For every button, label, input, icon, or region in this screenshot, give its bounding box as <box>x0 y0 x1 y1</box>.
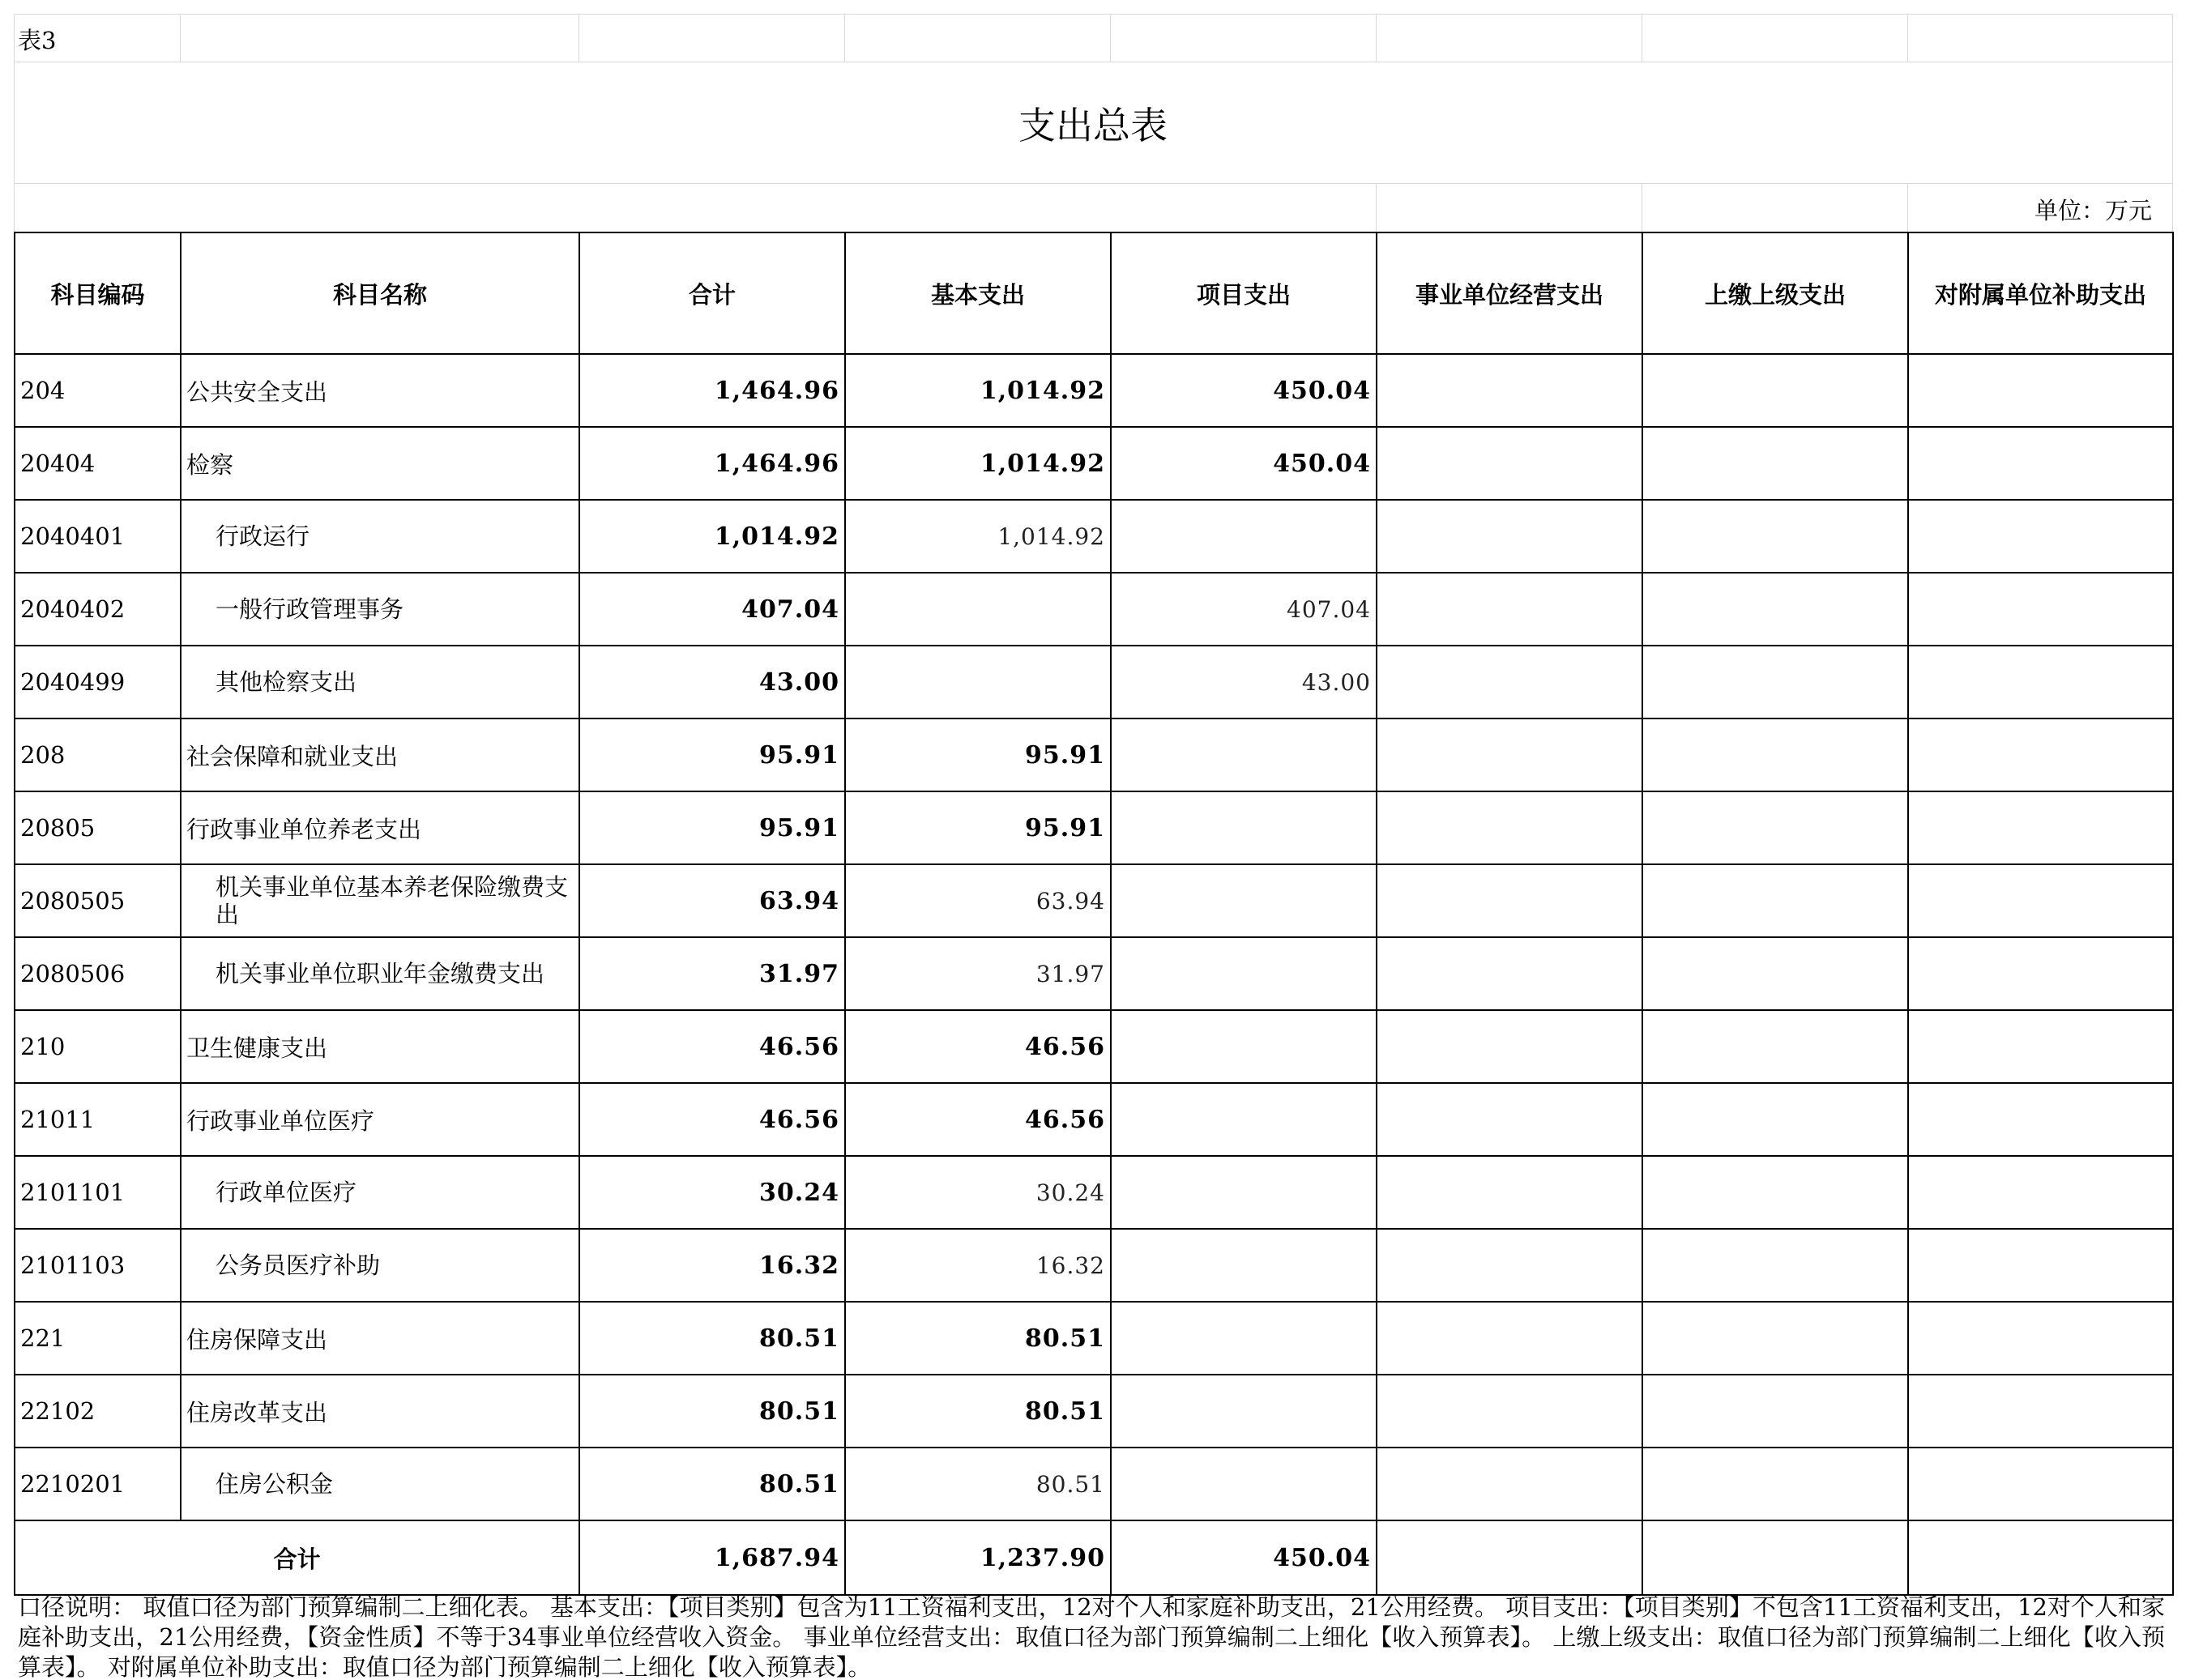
cell-basic: 16.32 <box>845 1229 1111 1302</box>
cell-remit <box>1642 937 1908 1010</box>
table-row <box>15 1229 2173 1302</box>
cell-total: 63.94 <box>579 864 845 937</box>
cell-remit <box>1642 573 1908 646</box>
header-name: 科目名称 <box>181 232 579 354</box>
cell-basic: 30.24 <box>845 1156 1111 1229</box>
cell-name: 住房改革支出 <box>181 1375 579 1448</box>
cell-project <box>1111 718 1377 791</box>
cell-project <box>1111 500 1377 573</box>
cell-code: 210 <box>15 1010 181 1083</box>
cell-business <box>1377 1302 1642 1375</box>
cell-basic: 80.51 <box>845 1448 1111 1520</box>
cell-project <box>1111 1375 1377 1448</box>
cell-remit <box>1642 1302 1908 1375</box>
gridline <box>1376 14 1377 62</box>
cell-remit <box>1642 718 1908 791</box>
cell-name: 行政运行 <box>181 500 579 573</box>
gridline <box>1110 14 1111 62</box>
cell-code: 22102 <box>15 1375 181 1448</box>
cell-name: 一般行政管理事务 <box>181 573 579 646</box>
cell-remit <box>1642 1010 1908 1083</box>
cell-code: 2040499 <box>15 646 181 718</box>
cell-project: 407.04 <box>1111 573 1377 646</box>
cell-total: 31.97 <box>579 937 845 1010</box>
cell-remit <box>1642 1229 1908 1302</box>
cell-project <box>1111 864 1377 937</box>
cell-subsidy <box>1908 1010 2173 1083</box>
cell-code: 2080506 <box>15 937 181 1010</box>
gridline <box>180 14 181 62</box>
table-row <box>15 1083 2173 1156</box>
cell-remit <box>1642 1448 1908 1520</box>
cell-code: 2080505 <box>15 864 181 937</box>
cell-total: 80.51 <box>579 1302 845 1375</box>
cell-code: 2040402 <box>15 573 181 646</box>
cell-business <box>1377 791 1642 864</box>
cell-name: 检察 <box>181 427 579 500</box>
cell-code: 2210201 <box>15 1448 181 1520</box>
gridline <box>2172 14 2173 232</box>
gridline <box>1907 183 1908 232</box>
cell-remit <box>1642 500 1908 573</box>
cell-name: 机关事业单位职业年金缴费支出 <box>181 937 579 1010</box>
cell-remit <box>1642 1375 1908 1448</box>
table-row <box>15 1448 2173 1520</box>
header-row <box>15 232 2173 354</box>
cell-name: 住房公积金 <box>181 1448 579 1520</box>
table-row <box>15 791 2173 864</box>
header-basic: 基本支出 <box>845 232 1111 354</box>
cell-basic: 1,014.92 <box>845 427 1111 500</box>
cell-total: 1,464.96 <box>579 354 845 427</box>
cell-basic: 95.91 <box>845 718 1111 791</box>
cell-remit <box>1642 1156 1908 1229</box>
cell-total: 407.04 <box>579 573 845 646</box>
cell-project <box>1111 1083 1377 1156</box>
header-total: 合计 <box>579 232 845 354</box>
table-row <box>15 500 2173 573</box>
cell-business <box>1377 864 1642 937</box>
cell-total: 95.91 <box>579 718 845 791</box>
cell-subsidy <box>1908 1375 2173 1448</box>
cell-name: 行政事业单位养老支出 <box>181 791 579 864</box>
total-project: 450.04 <box>1111 1520 1377 1595</box>
cell-subsidy <box>1908 791 2173 864</box>
cell-code: 221 <box>15 1302 181 1375</box>
cell-business <box>1377 937 1642 1010</box>
cell-basic: 95.91 <box>845 791 1111 864</box>
header-code: 科目编码 <box>15 232 181 354</box>
cell-name: 公共安全支出 <box>181 354 579 427</box>
cell-remit <box>1642 646 1908 718</box>
cell-total: 16.32 <box>579 1229 845 1302</box>
cell-basic: 31.97 <box>845 937 1111 1010</box>
cell-business <box>1377 1448 1642 1520</box>
cell-business <box>1377 573 1642 646</box>
header-subsidy: 对附属单位补助支出 <box>1908 232 2173 354</box>
cell-basic: 46.56 <box>845 1083 1111 1156</box>
cell-code: 2040401 <box>15 500 181 573</box>
notes-text: 口径说明： 取值口径为部门预算编制二上细化表。 基本支出：【项目类别】包含为11工资福利支出，12对个人和家庭补助支出，21公用经费。 项目支出：【项目类别】不包含11工资福利支出，12对个人和家庭补助支出，21公用经费，【资金性质】不等于34事业单位经营收入资金。 事业单位经营支出：取值口径为部门预算编制二上细化【收入预算表】。 上缴上级支出：取值口径为部门预算编制二上细化【收入预算表】。 对附属单位补助支出：取值口径为部门预算编制二上细化【收入预算表】。 <box>18 1593 2165 1680</box>
cell-basic: 1,014.92 <box>845 500 1111 573</box>
total-basic: 1,237.90 <box>845 1520 1111 1595</box>
cell-total: 80.51 <box>579 1375 845 1448</box>
cell-total: 1,464.96 <box>579 427 845 500</box>
cell-subsidy <box>1908 354 2173 427</box>
cell-subsidy <box>1908 427 2173 500</box>
total-label: 合计 <box>15 1520 579 1595</box>
cell-remit <box>1642 791 1908 864</box>
cell-project <box>1111 1448 1377 1520</box>
gridline <box>14 183 2172 184</box>
cell-total: 46.56 <box>579 1010 845 1083</box>
cell-total: 80.51 <box>579 1448 845 1520</box>
cell-code: 2101101 <box>15 1156 181 1229</box>
gridline <box>1907 14 1908 62</box>
cell-code: 204 <box>15 354 181 427</box>
cell-subsidy <box>1908 1302 2173 1375</box>
cell-subsidy <box>1908 500 2173 573</box>
table-row <box>15 646 2173 718</box>
gridline <box>1376 183 1377 232</box>
table-row <box>15 1302 2173 1375</box>
cell-code: 208 <box>15 718 181 791</box>
cell-name: 其他检察支出 <box>181 646 579 718</box>
cell-project: 43.00 <box>1111 646 1377 718</box>
cell-total: 95.91 <box>579 791 845 864</box>
cell-basic: 46.56 <box>845 1010 1111 1083</box>
cell-name: 公务员医疗补助 <box>181 1229 579 1302</box>
cell-business <box>1377 718 1642 791</box>
cell-basic <box>845 646 1111 718</box>
cell-basic <box>845 573 1111 646</box>
cell-project: 450.04 <box>1111 427 1377 500</box>
cell-business <box>1377 354 1642 427</box>
cell-basic: 63.94 <box>845 864 1111 937</box>
cell-subsidy <box>1908 937 2173 1010</box>
cell-business <box>1377 1083 1642 1156</box>
cell-code: 20404 <box>15 427 181 500</box>
cell-project <box>1111 1229 1377 1302</box>
cell-business <box>1377 646 1642 718</box>
cell-subsidy <box>1908 1229 2173 1302</box>
cell-project <box>1111 1156 1377 1229</box>
table-row <box>15 864 2173 937</box>
table-row <box>15 937 2173 1010</box>
cell-project <box>1111 937 1377 1010</box>
cell-name: 行政事业单位医疗 <box>181 1083 579 1156</box>
cell-basic: 80.51 <box>845 1375 1111 1448</box>
cell-project <box>1111 791 1377 864</box>
gridline <box>14 14 2172 15</box>
gridline <box>844 14 845 62</box>
cell-business <box>1377 427 1642 500</box>
table-row <box>15 354 2173 427</box>
cell-basic: 80.51 <box>845 1302 1111 1375</box>
table-row <box>15 1156 2173 1229</box>
cell-name: 行政单位医疗 <box>181 1156 579 1229</box>
unit-label: 单位：万元 <box>2034 196 2152 224</box>
table-row <box>15 1010 2173 1083</box>
table-row <box>15 427 2173 500</box>
cell-business <box>1377 500 1642 573</box>
cell-basic: 1,014.92 <box>845 354 1111 427</box>
cell-total: 1,014.92 <box>579 500 845 573</box>
cell-remit <box>1642 427 1908 500</box>
cell-name: 卫生健康支出 <box>181 1010 579 1083</box>
cell-business <box>1377 1010 1642 1083</box>
cell-subsidy <box>1908 864 2173 937</box>
cell-remit <box>1642 354 1908 427</box>
header-project: 项目支出 <box>1111 232 1377 354</box>
expenditure-table <box>14 232 2174 1596</box>
cell-total: 46.56 <box>579 1083 845 1156</box>
cell-project <box>1111 1010 1377 1083</box>
total-row <box>15 1520 2173 1595</box>
header-remit: 上缴上级支出 <box>1642 232 1908 354</box>
table-row <box>15 573 2173 646</box>
cell-name: 机关事业单位基本养老保险缴费支出 <box>181 864 579 937</box>
cell-business <box>1377 1229 1642 1302</box>
table-row <box>15 718 2173 791</box>
total-subsidy <box>1908 1520 2173 1595</box>
table-body <box>15 354 2173 1520</box>
cell-subsidy <box>1908 573 2173 646</box>
cell-subsidy <box>1908 718 2173 791</box>
cell-code: 20805 <box>15 791 181 864</box>
table-row <box>15 1375 2173 1448</box>
cell-remit <box>1642 864 1908 937</box>
cell-subsidy <box>1908 1448 2173 1520</box>
total-business <box>1377 1520 1642 1595</box>
cell-subsidy <box>1908 1083 2173 1156</box>
cell-business <box>1377 1375 1642 1448</box>
cell-total: 30.24 <box>579 1156 845 1229</box>
cell-total: 43.00 <box>579 646 845 718</box>
cell-business <box>1377 1156 1642 1229</box>
cell-code: 21011 <box>15 1083 181 1156</box>
header-business: 事业单位经营支出 <box>1377 232 1642 354</box>
cell-project: 450.04 <box>1111 354 1377 427</box>
page-title: 支出总表 <box>1018 104 1168 147</box>
cell-subsidy <box>1908 646 2173 718</box>
total-total: 1,687.94 <box>579 1520 845 1595</box>
cell-code: 2101103 <box>15 1229 181 1302</box>
cell-project <box>1111 1302 1377 1375</box>
cell-subsidy <box>1908 1156 2173 1229</box>
cell-remit <box>1642 1083 1908 1156</box>
cell-name: 社会保障和就业支出 <box>181 718 579 791</box>
total-remit <box>1642 1520 1908 1595</box>
cell-name: 住房保障支出 <box>181 1302 579 1375</box>
table-number-label: 表3 <box>18 26 57 54</box>
